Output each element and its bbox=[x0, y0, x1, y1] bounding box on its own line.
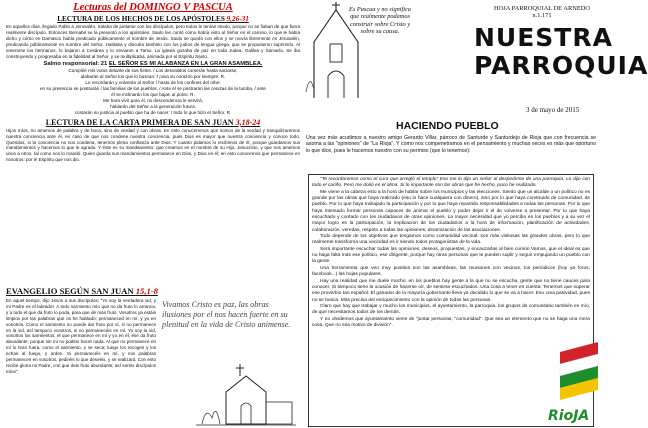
intro-text: Una vez más acudimos a nuestro amigo Gerardo Villar, párroco de Santurde y Santurdejo de Rioja que con frecuencia se asoma a las "opiniones" de "La Rioja". Y como nos compenetramos en el pensamiento y muchas veces es más que oportuno lo que dice, pues le hacemos nuestro con su permiso (que lo tenemos): bbox=[306, 135, 596, 154]
reading1-heading bbox=[6, 15, 300, 23]
psalm-line: él se inclinarán los que bajan al polvo. R. bbox=[111, 92, 195, 98]
masthead-line1: NUESTRA bbox=[474, 23, 613, 52]
masthead bbox=[474, 23, 648, 80]
body-paragraph: Y no olvidemos que ayuntamiento viene de "juntar personas, "comunidad". Que sea un elemento que no se haga una mera cosa. Que no sea motivo de división". bbox=[312, 316, 590, 328]
reading2-head-text: LECTURA DE LA CARTA PRIMERA DE SAN JUAN bbox=[45, 117, 234, 127]
body-paragraph: Será importante escuchar todas las opiniones, deseos, propuestas, y encauzarlas al bien común Vamos, que el ideal es que no haga falta más ese político, ese dirigente, porque hay otras personas que le pueden suplir y seguir empujando un pueblo con la gente. bbox=[312, 246, 590, 265]
psalm-heading bbox=[6, 61, 300, 67]
psalm-head-label: Salmo responsorial: 21 bbox=[43, 61, 108, 68]
parish-sheet-label: HOJA PARROQUIAL DE ARNEDO n.1.171 bbox=[494, 5, 590, 19]
gospel-heading bbox=[6, 286, 158, 296]
psalm-line: Lo recordarán y volverán al Señor / hasta de los confines del orbe; bbox=[85, 80, 221, 86]
gospel-block bbox=[6, 278, 300, 428]
body-paragraph: Claro que hay que trabajar y mucho los municipios, el ayuntamiento, la parroquia, los grupos de comunitario también es mío, de que necesitamos todos de los demás. bbox=[312, 303, 590, 316]
reading2-text: Hijos míos, no amemos de palabra y de boca, sino de verdad y con obras. En esto conoceremos que somos de la verdad y tranquilizaremos nuestra conciencia ante él, en caso de que nos condene nuestra conciencia, pues Dios es mayor que nuestra conciencia y conoce todo. Queridos, si la conciencia no nos condena, tenemos plena confianza ante Dios. Y cuanto pidamos lo recibimos de él, porque guardamos sus mandamientos y hacemos lo que le agrada. Y éste es su mandamiento: que creamos en el nombre de su Hijo, Jesucristo, y que nos amemos unos a otros, tal como nos lo mandó. Quien guarda sus mandamientos permanece en Dios, y Dios en él; en esto conocemos que permanece en nosotros: por el Espíritu que nos dio. bbox=[6, 127, 300, 163]
chapel-drawing bbox=[196, 362, 296, 426]
reading2-heading bbox=[6, 118, 300, 127]
gospel-head-text: EVANGELIO SEGÚN SAN JUAN bbox=[6, 286, 134, 296]
article-headline: HACIENDO PUEBLO bbox=[396, 120, 499, 132]
body-paragraph: Todo depende de los objetivos que tengamos como comunidad vecinal: son más visitosas las grandes obras, pero lo que realmente transforma una vecindad es ir siendo todos protagonistas de la vida. bbox=[312, 234, 590, 246]
right-column bbox=[306, 0, 648, 427]
article-box bbox=[308, 174, 594, 427]
reading1-ref: 9,26-31 bbox=[226, 15, 249, 23]
readings-title: Lecturas del DOMINGO V PASCUA bbox=[73, 2, 233, 13]
pascua-callout: Es Pascua y no significa que realmente podamos construir sobre Cristo y sobre su causa. bbox=[349, 6, 411, 36]
psalm-line: hablarán del Señor a la generación futura, bbox=[110, 103, 196, 109]
psalm-line: en su presencia se postrarán / las familias de los pueblos. / Ante él se postrarán las cenizas de la tumba, / ante bbox=[40, 86, 266, 92]
masthead-line2: PARROQUIA bbox=[474, 51, 648, 80]
reading1-head-text: LECTURA DE LOS HECHOS DE LOS APÓSTOLES bbox=[57, 15, 225, 23]
psalm-response: EL SEÑOR ES MI ALABANZA EN LA GRAN ASAMBLEA. bbox=[108, 61, 263, 68]
reading1-text: En aquellos días, llegado Pablo a Jerusalén, trataba de juntarse con los discípulos, pero todos le tenían miedo, porque no se fiaban de que fuera realmente discípulo. Entonces Bernabé se la presentó a los apóstoles. Saulo les contó cómo había visto al Señor en el camino, lo que le había dicho y cómo en Damasco había predicado públicamente el nombre de Jesús. Saulo se quedó con ellos y se movía libremente en Jerusalén, predicando públicamente en nombre del Señor. Hablaba y discutía también con los judíos de lengua griega, que se propusieron suprimirlo. Al enterarse los hermanos, lo bajaron a Cesárea y lo enviaron a Tarso. La iglesia gozaba de paz en toda Judea, Galilea y Samaría. Se iba construyendo y progresaba en la fidelidad al Señor, y se multiplicaba, animada por el Espíritu Santo. bbox=[6, 24, 300, 59]
psalm-line: contarán su justicia al pueblo que ha de nacer: / todo lo que hizo el Señor. R. bbox=[74, 109, 232, 115]
body-paragraph: Una herramienta que veo muy positiva son las asambleas, las reuniones con vecinos, los periódicos (hoy ya foros, facebook...) las hojas populares. bbox=[312, 265, 590, 278]
body-paragraph: Hay una realidad que me duele mucho: en los pueblos hay gente a la que no se escucha, gente que no tiene cauces para conocer. Si tampoco tiene la ocasión de hacerse oír, de sentirse escuchados. Una cosa a tener en cuenta: Tenemos que superar ese proverbio tan español: El ganador de la mayoría gobernante lleva ya decidido lo que se va a hacer. Eso crea pasividad, pues no se busca. Más precisa del enriquecimiento con la opinión de todas las personas. bbox=[312, 278, 590, 303]
psalm-line: Me hará vivir para él, mi descendencia le servirá, bbox=[103, 97, 203, 103]
rioja-logo-text: RioJA bbox=[548, 408, 590, 424]
article-intro bbox=[306, 135, 596, 154]
quote-text: Vivamos Cristo es paz, las obras ilusiones por el nos hacen fuerte en su plenitud en la vida de Cristo anímense. bbox=[162, 300, 291, 329]
gospel-text: En aquel tiempo, dijo Jesús a sus discípulos: "Yo soy la verdadera vid, y mi Padre es el labrador. A todo sarmiento mío que no da fruto lo arranca, y a todo el que da fruto lo poda, para que dé más fruto. Vosotros ya estáis limpios por las palabras que os he hablado; permaneced en mí, y yo en vosotros. Como el sarmiento no puede dar fruto por sí, si no permanece en la vid, así tampoco vosotros, si no permanecéis en mí. Yo soy la vid, vosotros los sarmientos; el que permanece en mí y yo en él, ése da fruto abundante; porque sin mí no podéis hacer nada. Al que no permanece en mí lo tiran fuera, como el sarmiento, y se seca; luego los recogen y los echan al fuego, y arden. Si permanecéis en mí, y mis palabras permanecen en vosotros, pediréis lo que deseéis, y se realizará. Con esto recibe gloria mi Padre, con que deis fruto abundante; así seréis discípulos míos". bbox=[6, 298, 156, 374]
gospel-text-wrap bbox=[6, 298, 156, 375]
psalm-line: Cumpliré mis votos delante de sus fieles. / Los desvalidos comerán hasta saciarse, bbox=[68, 68, 238, 74]
issue-date: 3 de mayo de 2015 bbox=[526, 106, 580, 114]
psalm-line: alabarán al Señor los que lo buscan: / ¡viva su corazón por siempre. R. bbox=[80, 74, 226, 80]
gospel-ref: 15,1-8 bbox=[135, 286, 158, 296]
handwritten-quote bbox=[162, 300, 294, 360]
left-column bbox=[6, 0, 300, 427]
body-paragraph: Me viene a la cabeza esto a la hora de hablar sobre los municipios y las elecciones. Siento que un alcalde o un político no es grande por las obras que haya realizado (eso lo hace cualquiera con dinero), sino por lo que haya construido de comunidad, de pueblo. Por lo que haya trabajado la participación y por lo que haya repartido responsabilidades a todas las personas. Por lo que haya intentado formar personas capaces de animar el pueblo y poder dejar ir el de volverse a presentar. Por lo que haya escuchado y contado con los ciudadanos de otras opiniones. La mayor necesidad que yo percibo en los pueblos y a su vez el mayor logro es la participación, la implicación de los ciudadanos a la hora de información, planificación de actividades, colaboración, veredas, respeto a todas las opiniones, dinamización de las asociaciones. bbox=[312, 189, 590, 233]
body-paragraph: "Te recordaremos como el cura que arregló el templo" Eso me lo dijo un señor al despedirme de una parroquia. Lo dijo con todo el cariño. Pero me dolió en el alma. Si lo importante son las obras que he hecho, poco he realizado. bbox=[312, 177, 590, 189]
reading2-ref: 3,18-24 bbox=[235, 117, 261, 127]
